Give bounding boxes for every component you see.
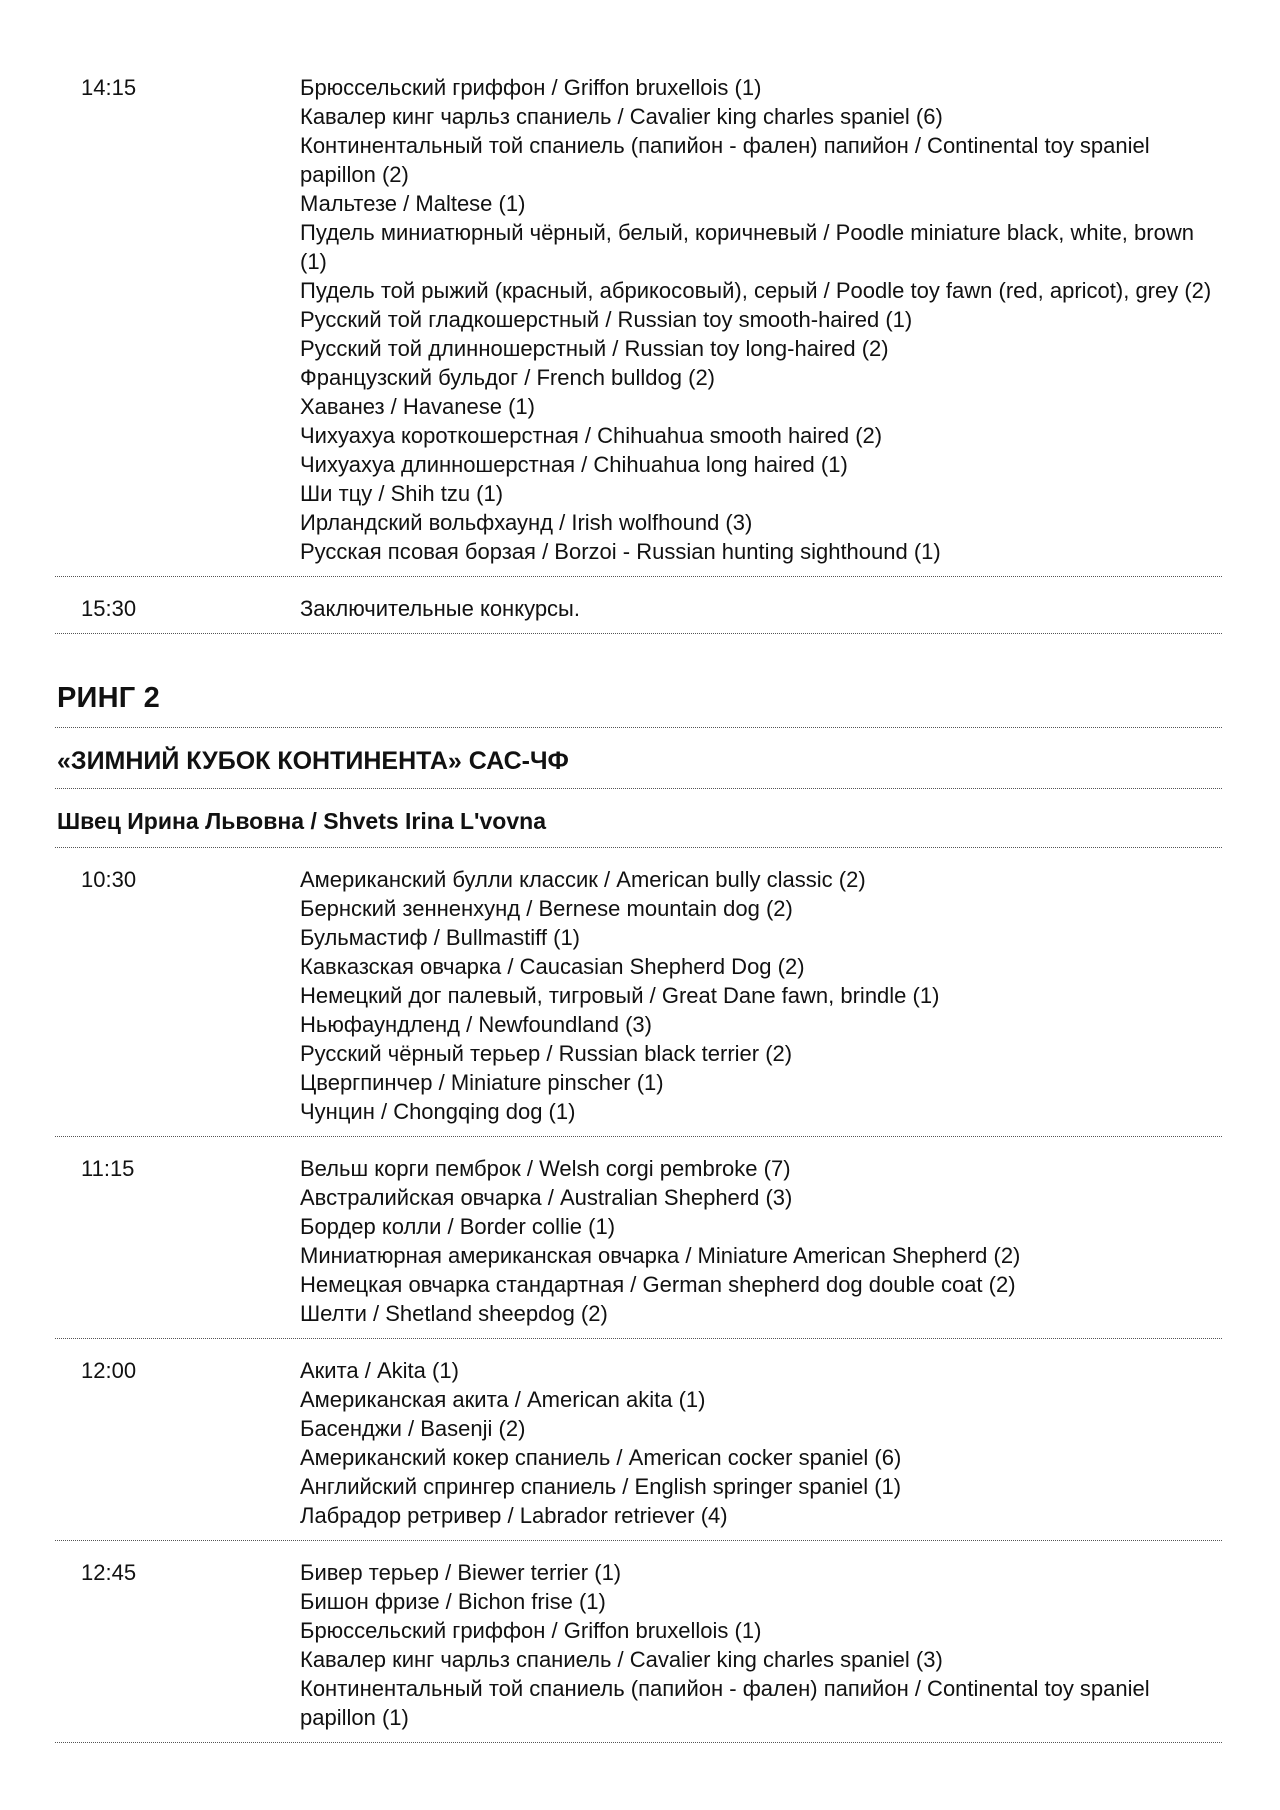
ring2-schedule (55, 848, 1222, 1743)
breed-entry: Американская акита / American akita (1) (300, 1387, 706, 1412)
judge-name: Швец Ирина Львовна / Shvets Irina L'vovna (57, 808, 546, 834)
ring2-title-row (55, 634, 1222, 728)
breeds-cell (300, 1154, 1222, 1328)
breed-entry: Миниатюрная американская овчарка / Miniature American Shepherd (2) (300, 1243, 1021, 1268)
breed-entry: Чунцин / Chongqing dog (1) (300, 1099, 576, 1124)
schedule-row (55, 1339, 1222, 1541)
breed-entry: Русский той длинношерстный / Russian toy long-haired (2) (300, 336, 889, 361)
breed-entry: Цвергпинчер / Miniature pinscher (1) (300, 1070, 664, 1095)
breed-entry: Кавалер кинг чарльз спаниель / Cavalier king charles spaniel (6) (300, 104, 943, 129)
schedule-row (55, 1137, 1222, 1339)
schedule-row (55, 848, 1222, 1137)
time-cell: 14:15 (81, 75, 137, 100)
breed-entry: Чихуахуа короткошерстная / Chihuahua smooth haired (2) (300, 423, 883, 448)
breed-entry: Ши тцу / Shih tzu (1) (300, 481, 504, 506)
breed-entry: Русский чёрный терьер / Russian black terrier (2) (300, 1041, 793, 1066)
breed-entry: Русский той гладкошерстный / Russian toy smooth-haired (1) (300, 307, 913, 332)
judge-row (55, 789, 1222, 848)
breeds-cell (300, 73, 1222, 566)
breed-entry: Бивер терьер / Biewer terrier (1) (300, 1560, 622, 1585)
time-cell: 10:30 (81, 867, 137, 892)
breed-entry: Лабрадор ретривер / Labrador retriever (4) (300, 1503, 728, 1528)
show-title: «ЗИМНИЙ КУБОК КОНТИНЕНТА» САС-ЧФ (57, 747, 569, 775)
breed-entry: Пудель той рыжий (красный, абрикосовый), серый / Poodle toy fawn (red, apricot), grey (2) (300, 278, 1212, 303)
breed-entry: Бульмастиф / Bullmastiff (1) (300, 925, 581, 950)
breed-entry: Американский кокер спаниель / American cocker spaniel (6) (300, 1445, 902, 1470)
breed-entry: Акита / Akita (1) (300, 1358, 459, 1383)
breed-entry: Английский спрингер спаниель / English springer spaniel (1) (300, 1474, 902, 1499)
breeds-cell (300, 1356, 1222, 1530)
breed-entry: Брюссельский гриффон / Griffon bruxellois (1) (300, 1618, 762, 1643)
breed-entry: Австралийская овчарка / Australian Shepherd (3) (300, 1185, 793, 1210)
schedule-row (55, 577, 1222, 634)
breed-entry: Басенджи / Basenji (2) (300, 1416, 526, 1441)
breeds-cell (300, 1558, 1222, 1732)
ring2-title: РИНГ 2 (57, 682, 160, 714)
breed-entry: Бернский зенненхунд / Bernese mountain dog (2) (300, 896, 793, 921)
time-cell: 15:30 (81, 596, 137, 621)
schedule-page (55, 0, 1222, 1743)
breed-entry: Французский бульдог / French bulldog (2) (300, 365, 716, 390)
breed-entry: Кавказская овчарка / Caucasian Shepherd Dog (2) (300, 954, 805, 979)
time-cell: 12:00 (81, 1358, 137, 1383)
time-cell: 12:45 (81, 1560, 137, 1585)
breed-entry: Немецкая овчарка стандартная / German shepherd dog double coat (2) (300, 1272, 1016, 1297)
breed-entry: Русская псовая борзая / Borzoi - Russian hunting sighthound (1) (300, 539, 941, 564)
breed-entry: Хаванез / Havanese (1) (300, 394, 535, 419)
breed-entry: Немецкий дог палевый, тигровый / Great Dane fawn, brindle (1) (300, 983, 940, 1008)
ring1-schedule (55, 56, 1222, 634)
breed-entry: Брюссельский гриффон / Griffon bruxellois (1) (300, 75, 762, 100)
breeds-cell (300, 594, 1222, 623)
breed-entry: Бишон фризе / Bichon frise (1) (300, 1589, 606, 1614)
breed-entry: Американский булли классик / American bully classic (2) (300, 867, 866, 892)
schedule-row (55, 56, 1222, 577)
show-title-row (55, 728, 1222, 789)
breed-entry: Бордер колли / Border collie (1) (300, 1214, 616, 1239)
breed-entry: Кавалер кинг чарльз спаниель / Cavalier king charles spaniel (3) (300, 1647, 943, 1672)
breeds-cell (300, 865, 1222, 1126)
breed-entry: Вельш корги пемброк / Welsh corgi pembroke (7) (300, 1156, 791, 1181)
breed-entry: Чихуахуа длинношерстная / Chihuahua long haired (1) (300, 452, 848, 477)
breed-entry: Мальтезе / Maltese (1) (300, 191, 526, 216)
breed-entry: Ньюфаундленд / Newfoundland (3) (300, 1012, 652, 1037)
breed-entry: Континентальный той спаниель (папийон - фален) папийон / Continental toy spaniel papillon (1) (300, 1676, 1150, 1730)
breed-entry: Ирландский вольфхаунд / Irish wolfhound (3) (300, 510, 753, 535)
breed-entry: Пудель миниатюрный чёрный, белый, коричневый / Poodle miniature black, white, brown (1) (300, 220, 1194, 274)
time-cell: 11:15 (81, 1156, 135, 1181)
breed-entry: Шелти / Shetland sheepdog (2) (300, 1301, 608, 1326)
breed-entry: Заключительные конкурсы. (300, 596, 580, 621)
breed-entry: Континентальный той спаниель (папийон - фален) папийон / Continental toy spaniel papillon (2) (300, 133, 1150, 187)
schedule-row (55, 1541, 1222, 1743)
